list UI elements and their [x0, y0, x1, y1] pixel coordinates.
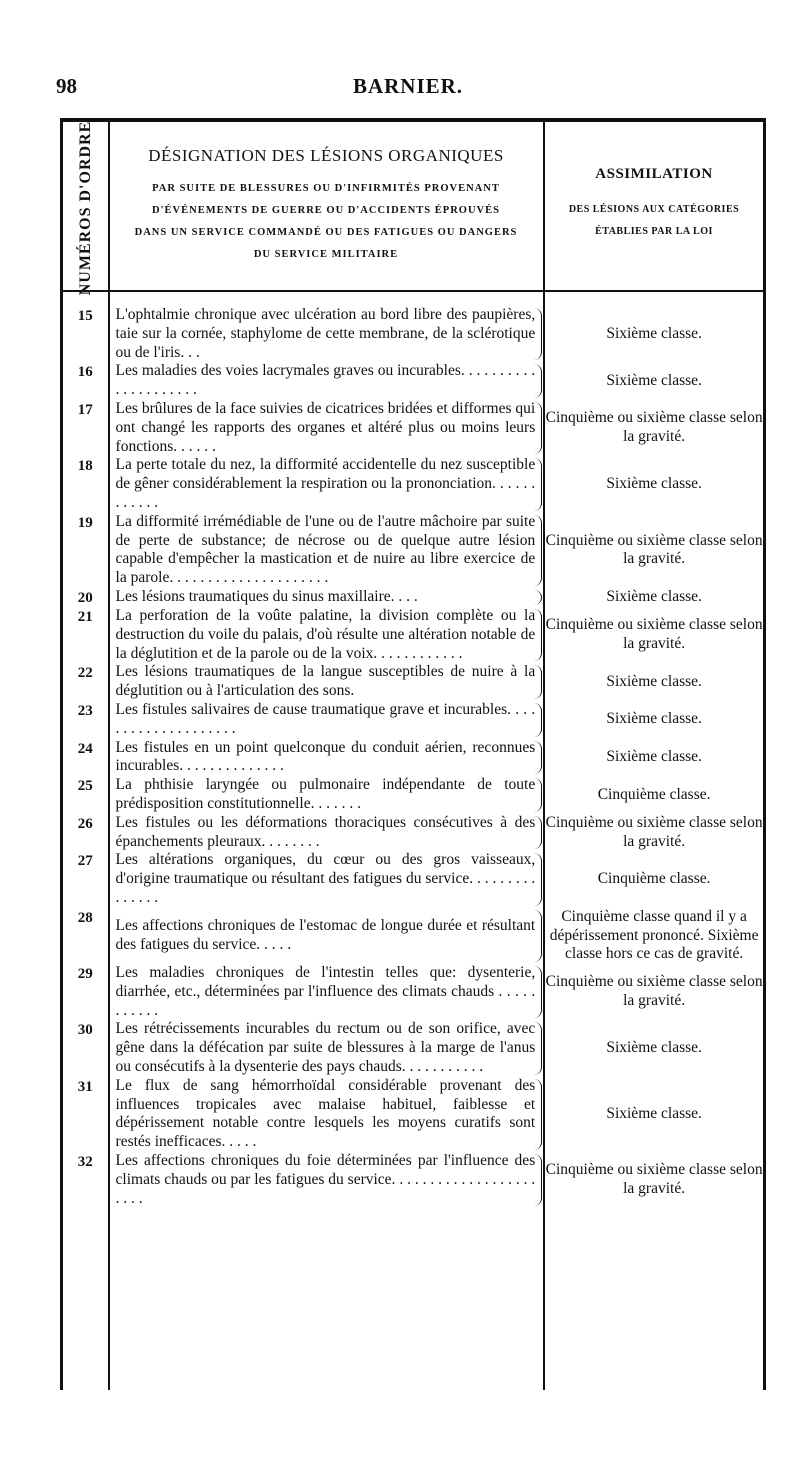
lesion-description: Les altérations organiques, du cœur ou des gros vaisseaux, d'origine traumatique ou résultant des fatigues du service. . . . . . . . . . . . . . .: [115, 851, 536, 906]
assimilation-class: Sixième classe.: [606, 672, 702, 690]
assimilation-line: ÉTABLIES PAR LA LOI: [595, 226, 713, 237]
table-row: [63, 776, 763, 814]
table-row: [63, 607, 763, 663]
brace: [533, 515, 542, 586]
table-row: [63, 814, 763, 852]
lesion-description: Les rétrécissements incurables du rectum ou de son orifice, avec gêne dans la défécation par suite de blessures à la marge de l'anus ou consécutifs à la dysenterie des pays chauds. . . . . . . . . . .: [115, 1020, 536, 1076]
brace: [533, 741, 542, 775]
header-rule: [63, 290, 763, 292]
lesion-description: Les affections chroniques de l'estomac de longue durée et résultant des fatigues du service. . . . .: [115, 917, 536, 953]
assimilation-class: Cinquième ou sixième classe selon la gravité.: [545, 409, 763, 446]
assimilation-class: Sixième classe.: [606, 1039, 702, 1057]
brace: [533, 402, 542, 454]
brace: [533, 778, 542, 812]
table-row: [63, 1020, 763, 1076]
brace: [533, 364, 542, 398]
brace: [533, 853, 542, 905]
table-row: [63, 400, 763, 456]
assimilation-class: Sixième classe.: [606, 710, 702, 728]
assimilation-class: Sixième classe.: [606, 324, 702, 342]
row-number: 19: [77, 514, 93, 531]
row-number: 28: [77, 909, 93, 926]
lesion-description: Les maladies des voies lacrymales graves ou incurables. . . . . . . . . . . . . . . . . . . . .: [115, 362, 536, 399]
designation-title: DÉSIGNATION DES LÉSIONS ORGANIQUES: [148, 146, 504, 165]
assimilation-subtitle: [547, 199, 761, 243]
lesion-description: Le flux de sang hémorrhoïdal considérable provenant des influences tropicales avec malaise habituel, faiblesse et dépérissement notable contre lesquels les moyens curatifs sont restés inefficaces. . . . .: [115, 1076, 536, 1151]
lesion-description: La difformité irrémédiable de l'une ou de l'autre mâchoire par suite de perte de substance; de nécrose ou de quelque autre lésion capable d'empêcher la mastication et de nuire au libre exercice de la parole. . . . . . . . . . . . . . . . . . . . .: [115, 512, 536, 587]
row-number: 32: [77, 1154, 93, 1171]
row-number: 18: [77, 458, 93, 475]
brace: [533, 609, 542, 661]
assimilation-column-header: [547, 166, 761, 243]
row-number: 22: [77, 665, 93, 682]
row-number: 24: [77, 740, 93, 757]
lesion-description: Les brûlures de la face suivies de cicatrices bridées et difformes qui ont changé les rapports des organes et altéré plus ou moins leurs fonctions. . . . . .: [115, 399, 536, 455]
row-number: 20: [77, 589, 93, 606]
row-number: 30: [77, 1022, 93, 1039]
assimilation-class: Cinquième ou sixième classe selon la gravité.: [545, 531, 763, 568]
row-number: 17: [77, 401, 93, 418]
assimilation-class: Cinquième classe.: [597, 785, 711, 803]
row-number: 31: [77, 1078, 93, 1095]
brace: [533, 308, 542, 360]
brace: [533, 1022, 542, 1074]
row-number: 27: [77, 853, 93, 870]
assimilation-class: Sixième classe.: [606, 588, 702, 606]
brace: [533, 665, 542, 699]
running-title: BARNIER.: [352, 74, 464, 98]
lesion-description: Les lésions traumatiques de la langue susceptibles de nuire à la déglutition ou à l'articulation des sons.: [115, 663, 536, 700]
row-number: 25: [77, 778, 93, 795]
assimilation-class: Sixième classe.: [606, 371, 702, 389]
brace: [533, 910, 542, 962]
row-number: 26: [77, 815, 93, 832]
table-row: [63, 306, 763, 362]
table-row: [63, 1077, 763, 1152]
designation-line: DANS UN SERVICE COMMANDÉ OU DES FATIGUES OU DANGERS: [134, 227, 518, 238]
order-column-header: [63, 120, 108, 296]
brace: [533, 703, 542, 737]
table-row: [63, 964, 763, 1020]
table-row: [63, 513, 763, 588]
table-row: [63, 1152, 763, 1208]
assimilation-class: Sixième classe.: [606, 747, 702, 765]
row-number: 16: [77, 364, 93, 381]
lesion-description: La phthisie laryngée ou pulmonaire indépendante de toute prédisposition constitutionnelle. . . . . . .: [115, 776, 536, 812]
row-number: 23: [77, 702, 93, 719]
brace: [533, 1154, 542, 1206]
lesion-description: La perforation de la voûte palatine, la division complète ou la destruction du voile du palais, d'où résulte une altération notable de la déglutition et de la parole ou de la voix. . . . . . . . . . . .: [115, 606, 536, 662]
assimilation-class: Cinquième ou sixième classe selon la gravité.: [545, 616, 763, 653]
assimilation-class: Sixième classe.: [606, 1105, 702, 1123]
lesion-description: Les fistules ou les déformations thoraciques consécutives à des épanchements pleuraux. . . . . . . .: [115, 813, 536, 850]
lesion-description: L'ophtalmie chronique avec ulcération au bord libre des paupières, taie sur la cornée, staphylome de cette membrane, de la sclérotique ou de l'iris. . .: [115, 306, 536, 361]
lesions-table: [60, 118, 766, 1390]
designation-column-header: [111, 146, 541, 266]
table-row: [63, 739, 763, 777]
lesion-description: Les fistules en un point quelconque du conduit aérien, reconnues incurables. . . . . . . . . . . . . .: [115, 738, 536, 775]
designation-subtitle: [111, 178, 541, 266]
assimilation-class: Cinquième ou sixième classe selon la gravité.: [545, 1161, 763, 1198]
page-header: [46, 74, 770, 104]
lesion-description: Les fistules salivaires de cause traumatique grave et incurables. . . . . . . . . . . . . . . . . . . .: [115, 700, 536, 737]
row-number: 21: [77, 608, 93, 625]
row-number: 15: [77, 308, 93, 324]
lesion-description: Les affections chroniques du foie déterminées par l'influence des climats chauds ou par les fatigues du service. . . . . . . . . . . . . . . . . . . . . . .: [115, 1152, 536, 1207]
designation-line: DU SERVICE MILITAIRE: [253, 249, 399, 260]
brace: [533, 1079, 542, 1150]
designation-line: PAR SUITE DE BLESSURES OU D'INFIRMITÉS PROVENANT: [152, 183, 500, 194]
table-row: [63, 908, 763, 964]
lesion-description: Les maladies chroniques de l'intestin telles que: dysenterie, diarrhée, etc., déterminées par l'influence des climats chauds . . . . . . . . . . .: [115, 964, 536, 1019]
assimilation-title: ASSIMILATION: [595, 166, 713, 182]
assimilation-class: Sixième classe.: [606, 475, 702, 493]
brace: [533, 816, 542, 850]
brace: [533, 966, 542, 1018]
order-column-label: NUMÉROS D'ORDRE: [76, 120, 94, 296]
table-row: [63, 362, 763, 400]
table-row: [63, 701, 763, 739]
assimilation-line: DES LÉSIONS AUX CATÉGORIES: [568, 204, 740, 215]
row-number: 29: [77, 966, 93, 983]
page-number: 98: [56, 74, 77, 98]
assimilation-class: Cinquième ou sixième classe selon la gravité.: [545, 973, 763, 1010]
assimilation-class: Cinquième ou sixième classe selon la gravité.: [545, 813, 763, 850]
assimilation-class: Cinquième classe quand il y a dépérissement prononcé. Sixième classe hors ce cas de gravité.: [549, 907, 759, 963]
lesion-description: La perte totale du nez, la difformité accidentelle du nez susceptible de gêner considérablement la respiration ou la prononciation. . . . . . . . . . . .: [115, 456, 536, 511]
table-body: [63, 306, 763, 1208]
table-row: [63, 851, 763, 907]
lesion-description: Les lésions traumatiques du sinus maxillaire. . . .: [115, 588, 418, 606]
brace: [533, 458, 542, 510]
table-row: [63, 663, 763, 701]
table-row: [63, 456, 763, 512]
assimilation-class: Cinquième classe.: [597, 870, 711, 888]
table-row: [63, 588, 763, 607]
designation-line: D'ÉVÉNEMENTS DE GUERRE OU D'ACCIDENTS ÉPROUVÉS: [152, 205, 500, 216]
